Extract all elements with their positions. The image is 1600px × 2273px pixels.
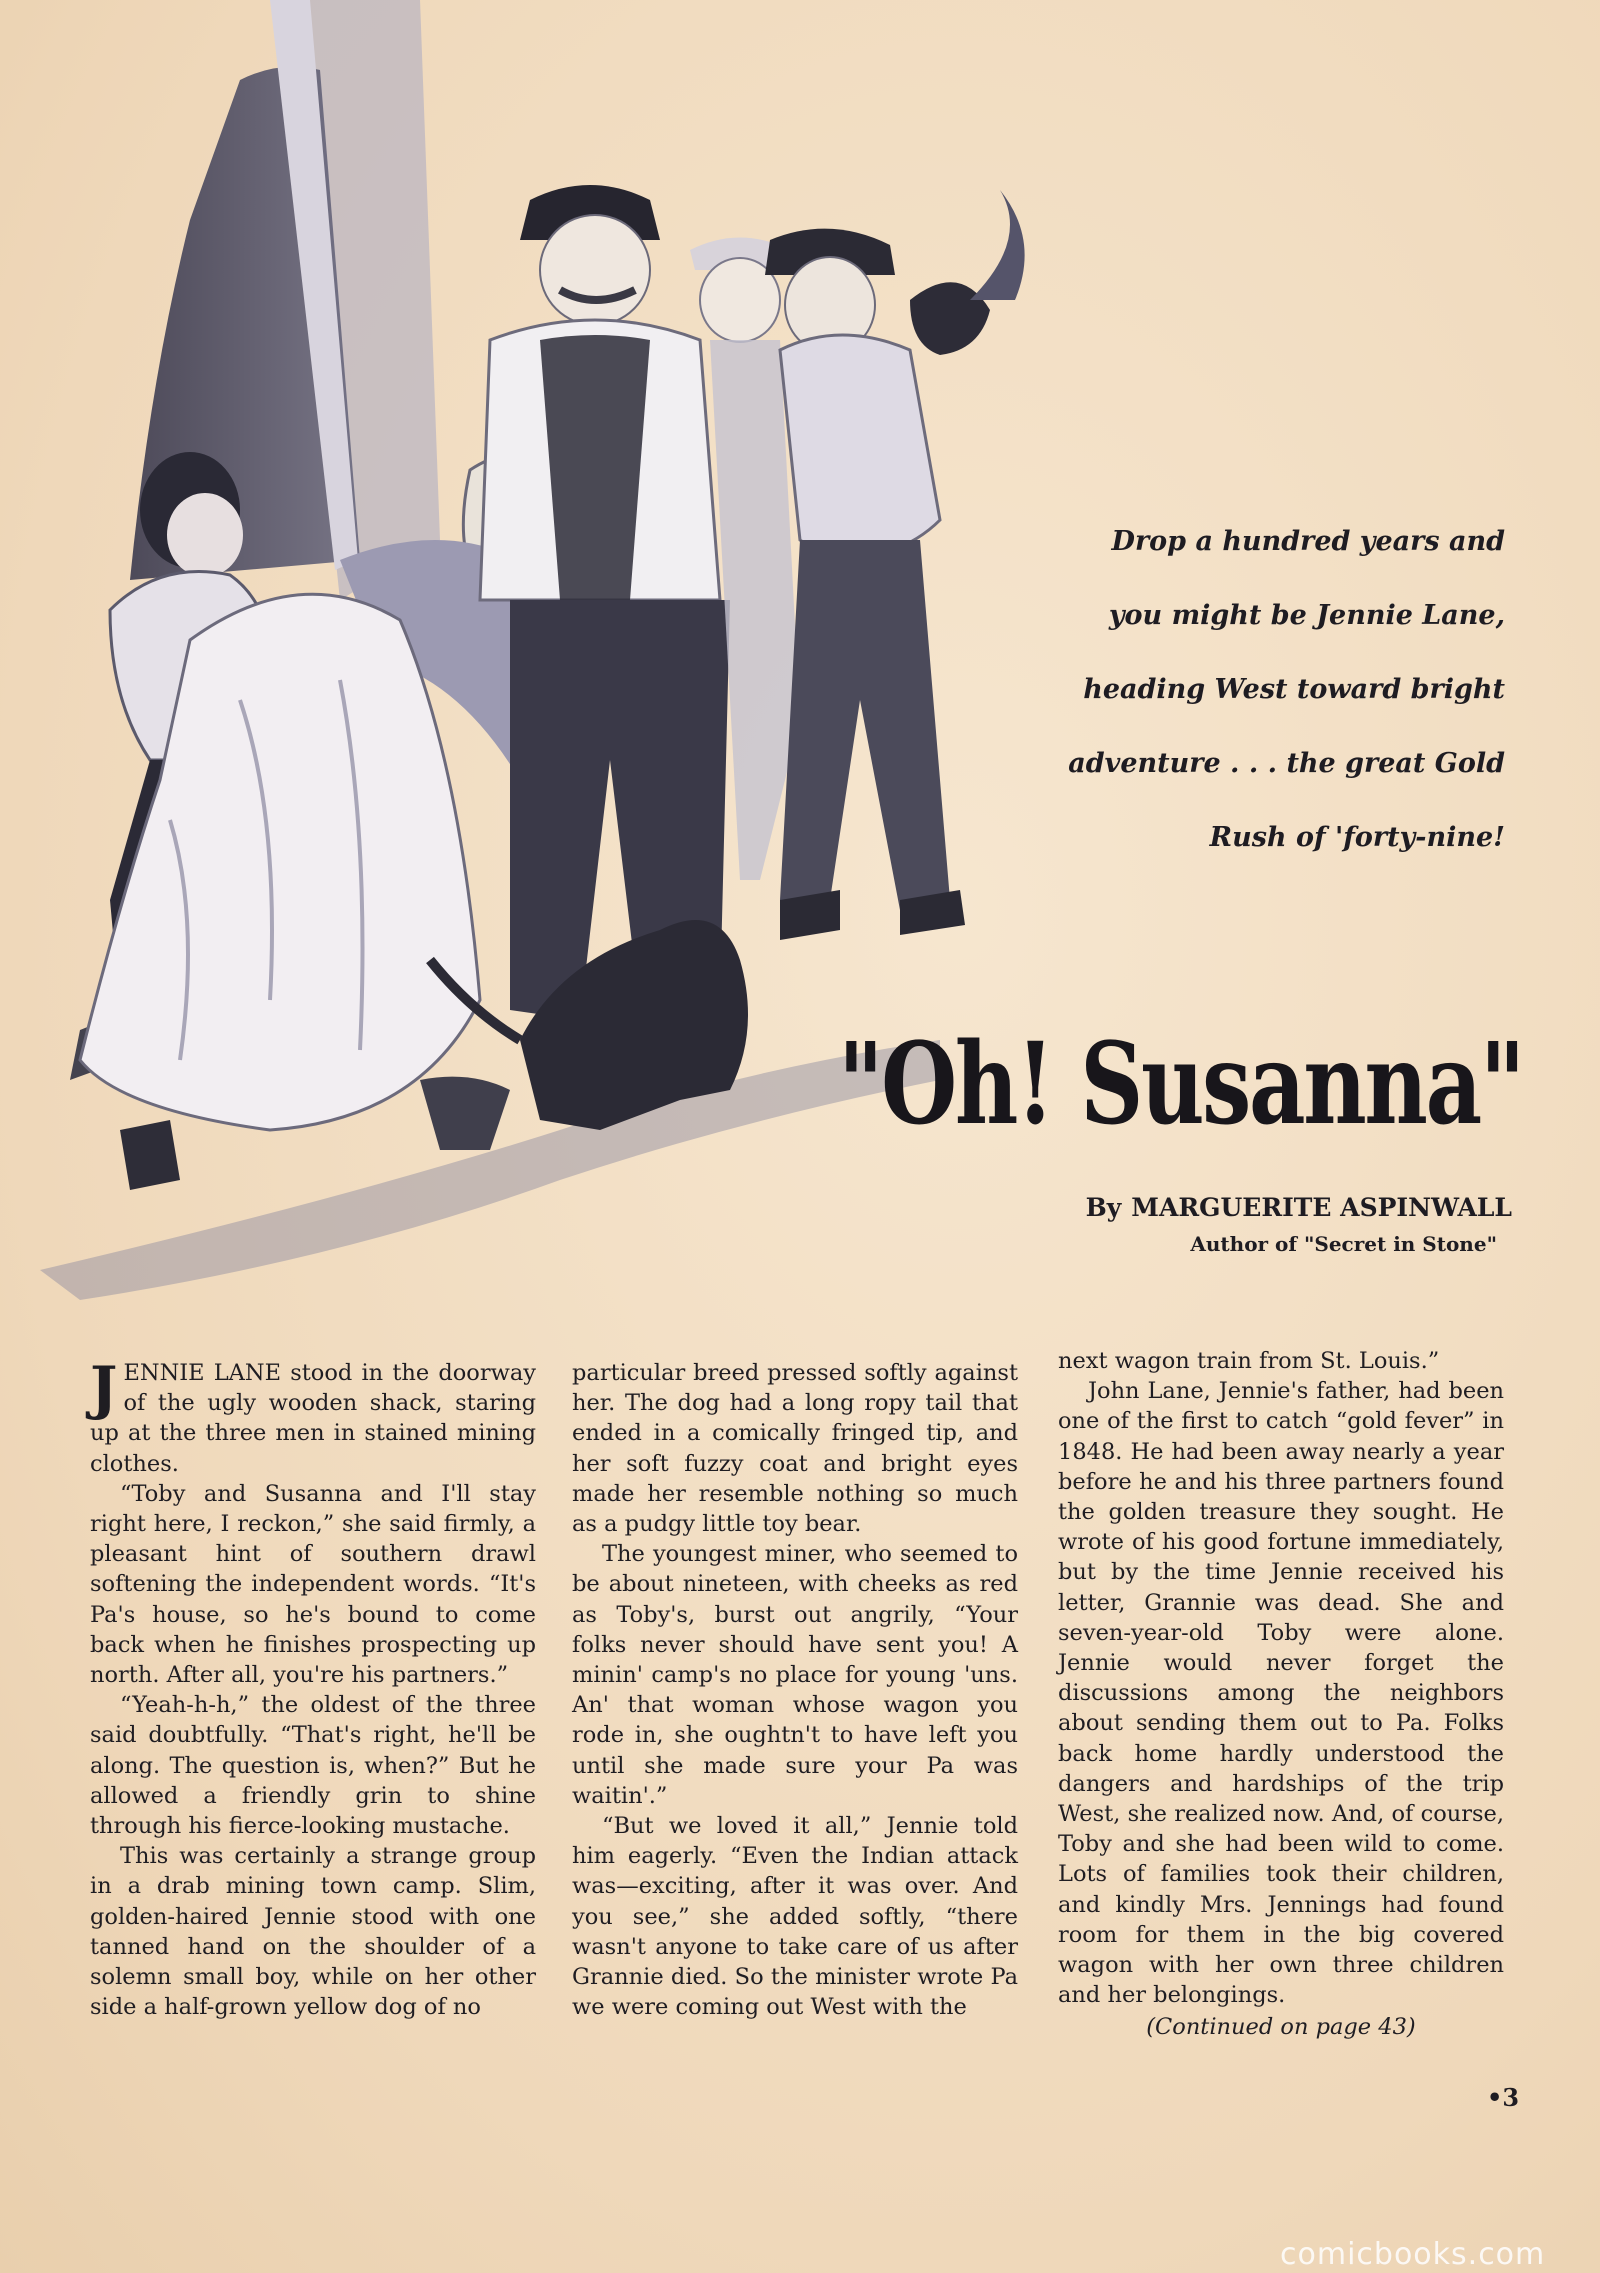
drop-cap: J: [90, 1354, 118, 1422]
article-column-2: [572, 1358, 1018, 2022]
article-paragraph: next wagon train from St. Louis.”: [1058, 1348, 1440, 1374]
article-tagline: [1000, 505, 1505, 875]
article-paragraph: [90, 1354, 536, 1479]
article-paragraph: John Lane, Jennie's father, had been one of the first to catch “gold fever” in 1848. He had been away nearly a year before he and his three partners found the golden treasure they sought. He wrote of his good fortune immediately, but by the time Jennie received his letter, Grannie was dead. She and seven-year-old Toby were alone. Jennie would never forget the discussions among the neighbors about sending them out to Pa. Folks back home hardly understood the dangers and hardships of the trip West, she realized now. And, of course, Toby and she had been wild to come. Lots of families took their children, and kindly Mrs. Jennings had found room for them in the big covered wagon with her own three children and her belongings.: [1058, 1378, 1504, 2009]
tagline-line: heading West toward bright: [1083, 674, 1505, 705]
paragraph-text: ENNIE LANE stood in the doorway of the ugly wooden shack, staring up at the three men in stained mining clothes.: [90, 1360, 536, 1477]
article-paragraph: The youngest miner, who seemed to be about nineteen, with cheeks as red as Toby's, burst out angrily, “Your folks never should have sent you! A minin' camp's no place for young 'uns. An' that woman whose wagon you rode in, she oughtn't to have left you until she made sure your Pa was waitin'.”: [572, 1541, 1018, 1809]
article-paragraph: particular breed pressed softly against her. The dog had a long ropy tail that ended in a comically fringed tip, and her soft fuzzy coat and bright eyes made her resemble nothing so much as a pudgy little toy bear.: [572, 1360, 1018, 1538]
watermark: comicbooks.com: [1280, 2237, 1546, 2272]
author-name: MARGUERITE ASPINWALL: [1131, 1193, 1512, 1222]
page-number-value: 3: [1502, 2083, 1520, 2112]
tagline-line: Rush of 'forty-nine!: [1209, 822, 1505, 853]
article-paragraph: “Yeah-h-h,” the oldest of the three said doubtfully. “That's right, he'll be along. The question is, when?” But he allowed a friendly grin to shine through his fierce-looking mustache.: [90, 1692, 536, 1840]
tagline-line: adventure . . . the great Gold: [1068, 748, 1505, 779]
byline: [1000, 1193, 1512, 1222]
oldest-miner-figure: [480, 185, 730, 1020]
article-paragraph: This was certainly a strange group in a drab mining town camp. Slim, golden-haired Jennie stood with one tanned hand on the shoulder of a solemn small boy, while on her other side a half-grown yellow dog of no: [90, 1843, 536, 2021]
article-column-3: [1058, 1346, 1504, 2043]
article-column-1: [90, 1354, 536, 2022]
page-number: •3: [1487, 2083, 1520, 2112]
byline-by: By: [1085, 1193, 1122, 1222]
article-title: "Oh! Susanna": [838, 1019, 1524, 1150]
tagline-line: Drop a hundred years and: [1111, 526, 1505, 557]
continued-link[interactable]: (Continued on page 43): [1146, 2014, 1416, 2041]
article-paragraph: “Toby and Susanna and I'll stay right here, I reckon,” she said firmly, a pleasant hint of southern drawl softening the independent words. “It's Pa's house, so he's bound to come back when he finishes prospecting up north. After all, you're his partners.”: [90, 1480, 536, 1689]
tagline-line: you might be Jennie Lane,: [1108, 600, 1505, 631]
squirrel-figure: [910, 190, 1025, 355]
article-paragraph: “But we loved it all,” Jennie told him eagerly. “Even the Indian attack was—exciting, after it was over. And you see,” she added softly, “there wasn't anyone to take care of us after Grannie died. So the minister wrote Pa we were coming out West with the: [572, 1813, 1018, 2021]
author-note: Author of "Secret in Stone": [1190, 1232, 1497, 1256]
